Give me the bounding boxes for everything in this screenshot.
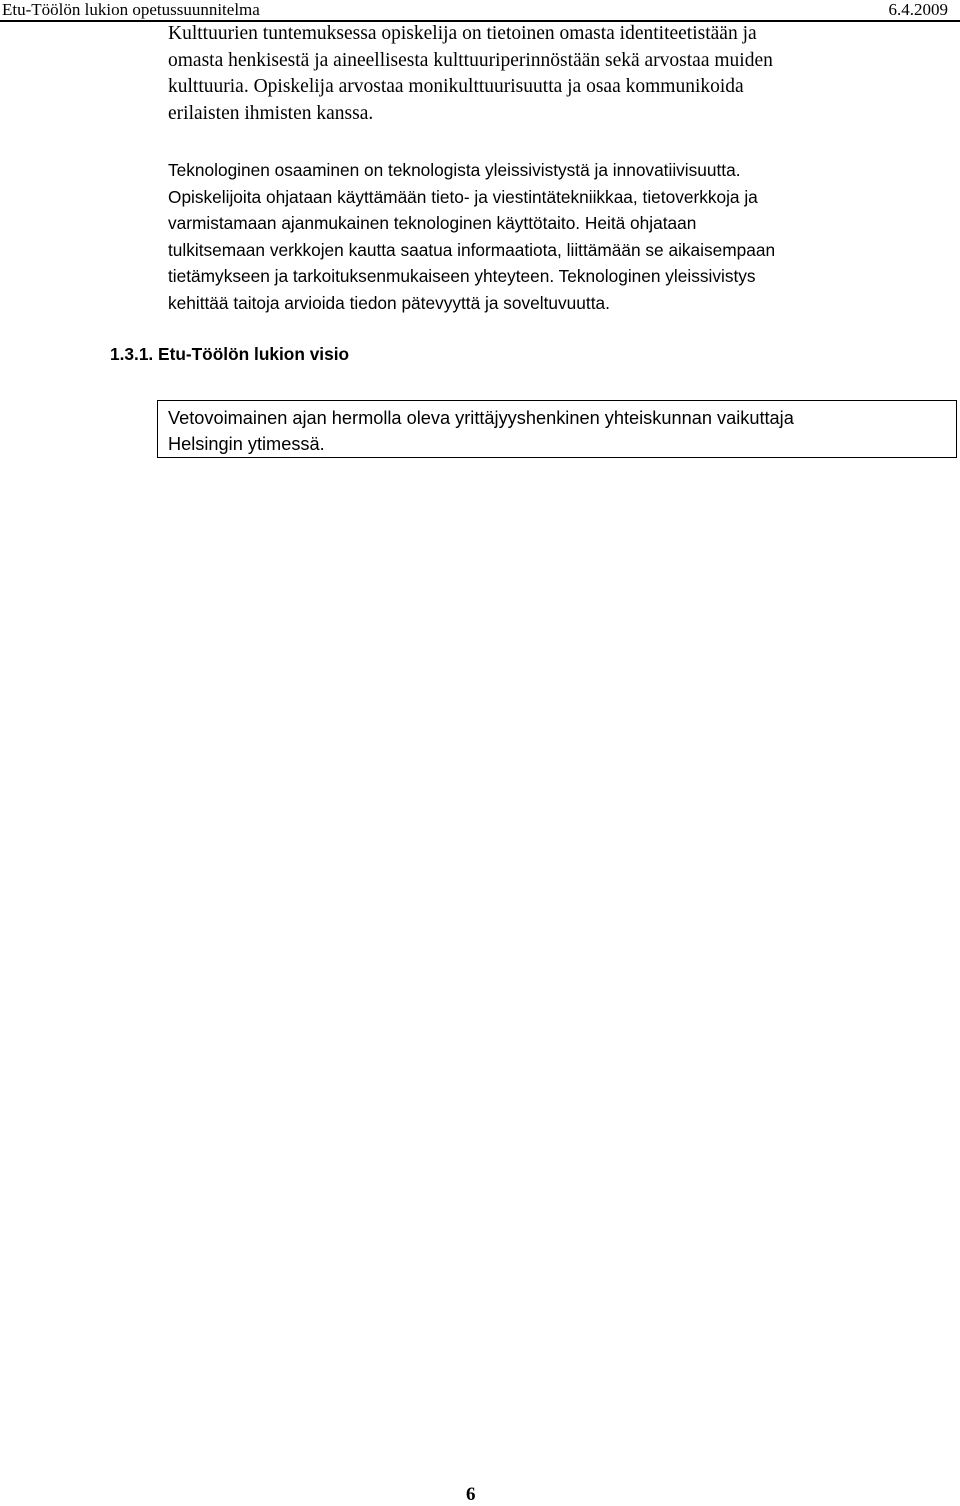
vision-line: Vetovoimainen ajan hermolla oleva yrittäjyyshenkinen yhteiskunnan vaikuttaja	[168, 408, 794, 428]
page-header	[0, 0, 960, 22]
paragraph-technology	[168, 157, 948, 316]
text-line: tulkitsemaan verkkojen kautta saatua informaatiota, liittämään se aikaisempaan	[168, 239, 776, 260]
document-date: 6.4.2009	[888, 0, 948, 19]
paragraph-culture	[168, 21, 948, 127]
text-line: kehittää taitoja arvioida tiedon pätevyyttä ja soveltuvuutta.	[168, 292, 610, 313]
section-heading: 1.3.1. Etu-Töölön lukion visio	[110, 344, 350, 364]
text-line: Opiskelijoita ohjataan käyttämään tieto- ja viestintätekniikkaa, tietoverkkoja ja	[168, 186, 758, 207]
text-line: tietämykseen ja tarkoituksenmukaiseen yhteyteen. Teknologinen yleissivistys	[168, 266, 756, 286]
vision-line: Helsingin ytimessä.	[168, 434, 325, 454]
text-line: varmistamaan ajanmukainen teknologinen käyttötaito. Heitä ohjataan	[168, 213, 697, 233]
text-line: omasta henkisestä ja aineellisesta kulttuuriperinnöstään sekä arvostaa muiden	[168, 49, 773, 71]
vision-statement-box	[157, 400, 957, 458]
text-line: kulttuuria. Opiskelija arvostaa monikulttuurisuutta ja osaa kommunikoida	[168, 76, 744, 97]
text-line: erilaisten ihmisten kanssa.	[168, 102, 374, 124]
text-line: Kulttuurien tuntemuksessa opiskelija on tietoinen omasta identiteetistään ja	[168, 23, 757, 44]
page-number: 6	[466, 1484, 476, 1505]
document-title: Etu-Töölön lukion opetussuunnitelma	[2, 0, 260, 19]
text-line: Teknologinen osaaminen on teknologista yleissivistystä ja innovatiivisuutta.	[168, 160, 741, 180]
